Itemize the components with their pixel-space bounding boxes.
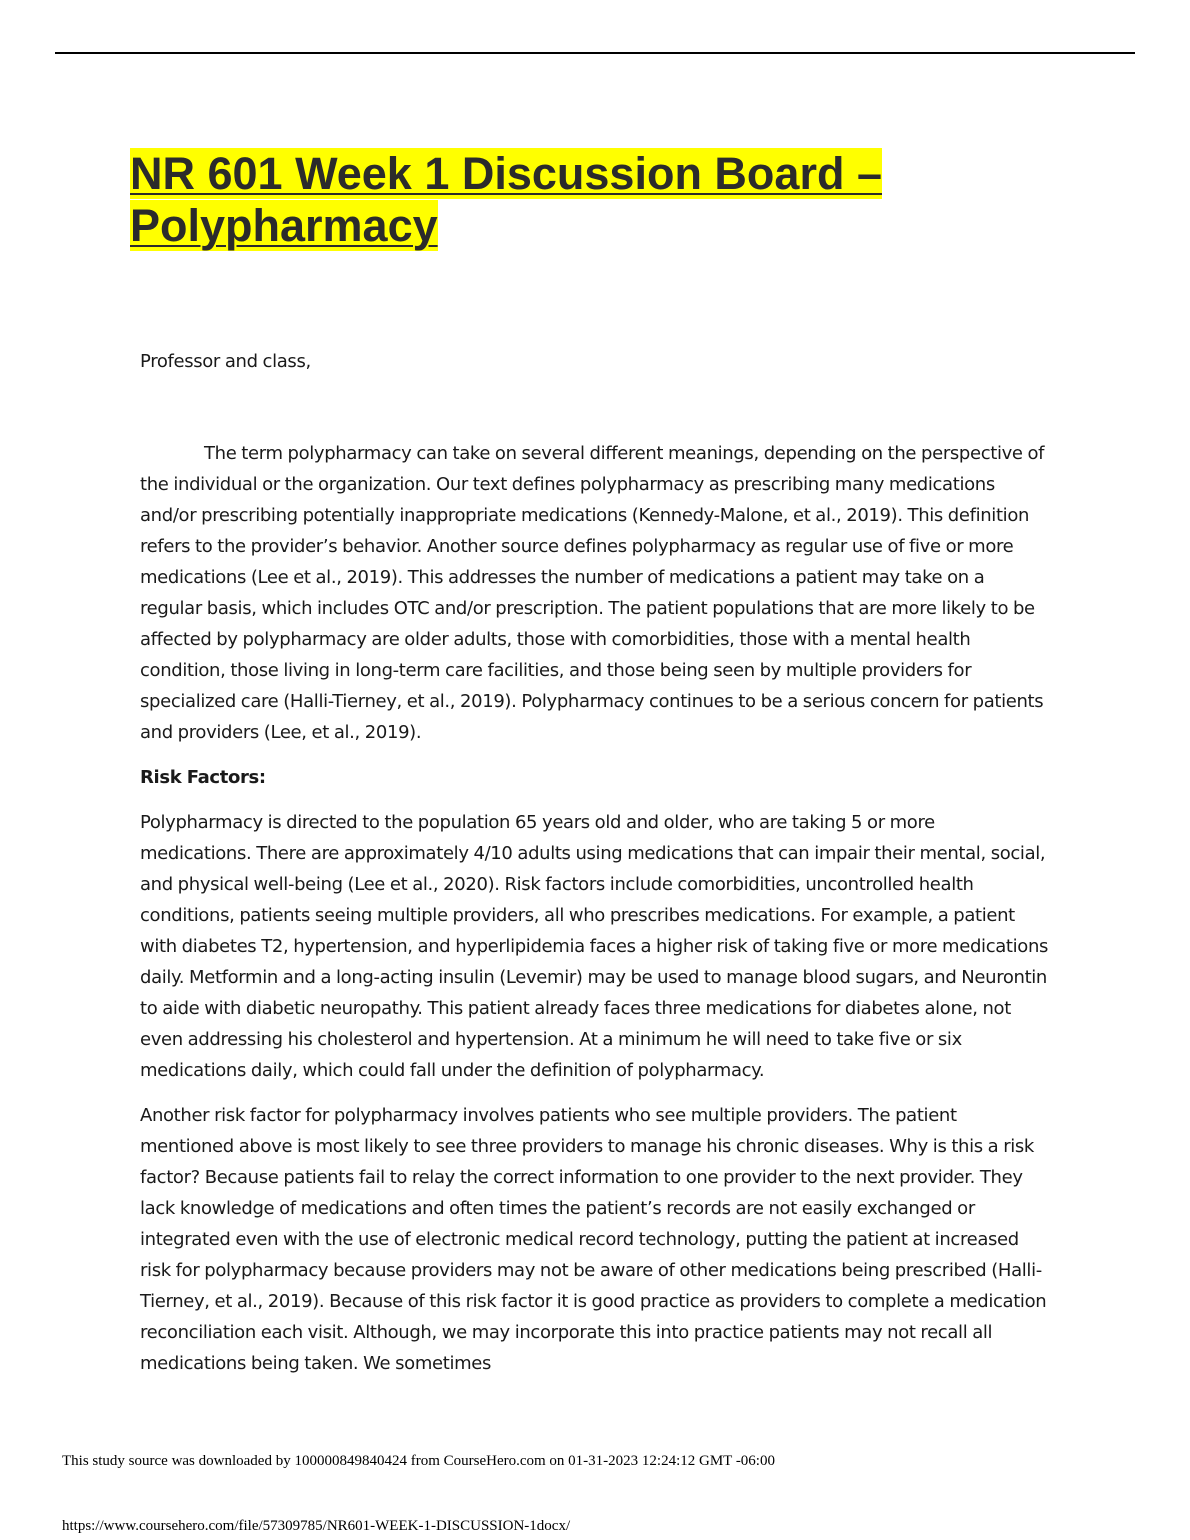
intro-paragraph: The term polypharmacy can take on several different meanings, depending on the perspective of the individual or the organization. Our text defines polypharmacy as prescribing many medications and/or prescribing potentially inappropriate medications (Kennedy-Malone, et al., 2019). This definition refers to the provider’s behavior. Another source defines polypharmacy as regular use of five or more medications (Lee et al., 2019). This addresses the number of medications a patient may take on a regular basis, which includes OTC and/or prescription. The patient populations that are more likely to be affected by polypharmacy are older adults, those with comorbidities, those with a mental health condition, those living in long-term care facilities, and those being seen by multiple providers for specialized care (Halli-Tierney, et al., 2019). Polypharmacy continues to be a serious concern for patients and providers (Lee, et al., 2019). xyxy=(140,443,1045,743)
risk-factors-heading: Risk Factors: xyxy=(140,767,266,788)
document-title xyxy=(130,148,1030,252)
download-notice: This study source was downloaded by 100000849840424 from CourseHero.com on 01-31-2023 12:24:12 GMT -06:00 xyxy=(62,1453,775,1469)
top-divider xyxy=(55,52,1135,54)
greeting: Professor and class, xyxy=(140,351,311,372)
document-title-text: NR 601 Week 1 Discussion Board – Polypharmacy xyxy=(130,148,882,251)
source-url: https://www.coursehero.com/file/57309785/NR601-WEEK-1-DISCUSSION-1docx/ xyxy=(62,1518,571,1534)
risk-paragraph-2: Another risk factor for polypharmacy involves patients who see multiple providers. The patient mentioned above is most likely to see three providers to manage his chronic diseases. Why is this a risk factor? Because patients fail to relay the correct information to one provider to the next provider. They lack knowledge of medications and often times the patient’s records are not easily exchanged or integrated even with the use of electronic medical record technology, putting the patient at increased risk for polypharmacy because providers may not be aware of other medications being prescribed (Halli-Tierney, et al., 2019). Because of this risk factor it is good practice as providers to complete a medication reconciliation each visit. Although, we may incorporate this into practice patients may not recall all medications being taken. We sometimes xyxy=(140,1105,1047,1374)
risk-paragraph-1: Polypharmacy is directed to the population 65 years old and older, who are taking 5 or more medications. There are approximately 4/10 adults using medications that can impair their mental, social, and physical well-being (Lee et al., 2020). Risk factors include comorbidities, uncontrolled health conditions, patients seeing multiple providers, all who prescribes medications. For example, a patient with diabetes T2, hypertension, and hyperlipidemia faces a higher risk of taking five or more medications daily. Metformin and a long-acting insulin (Levemir) may be used to manage blood sugars, and Neurontin to aide with diabetic neuropathy. This patient already faces three medications for diabetes alone, not even addressing his cholesterol and hypertension. At a minimum he will need to take five or six medications daily, which could fall under the definition of polypharmacy. xyxy=(140,812,1049,1081)
document-body xyxy=(140,346,1050,1393)
